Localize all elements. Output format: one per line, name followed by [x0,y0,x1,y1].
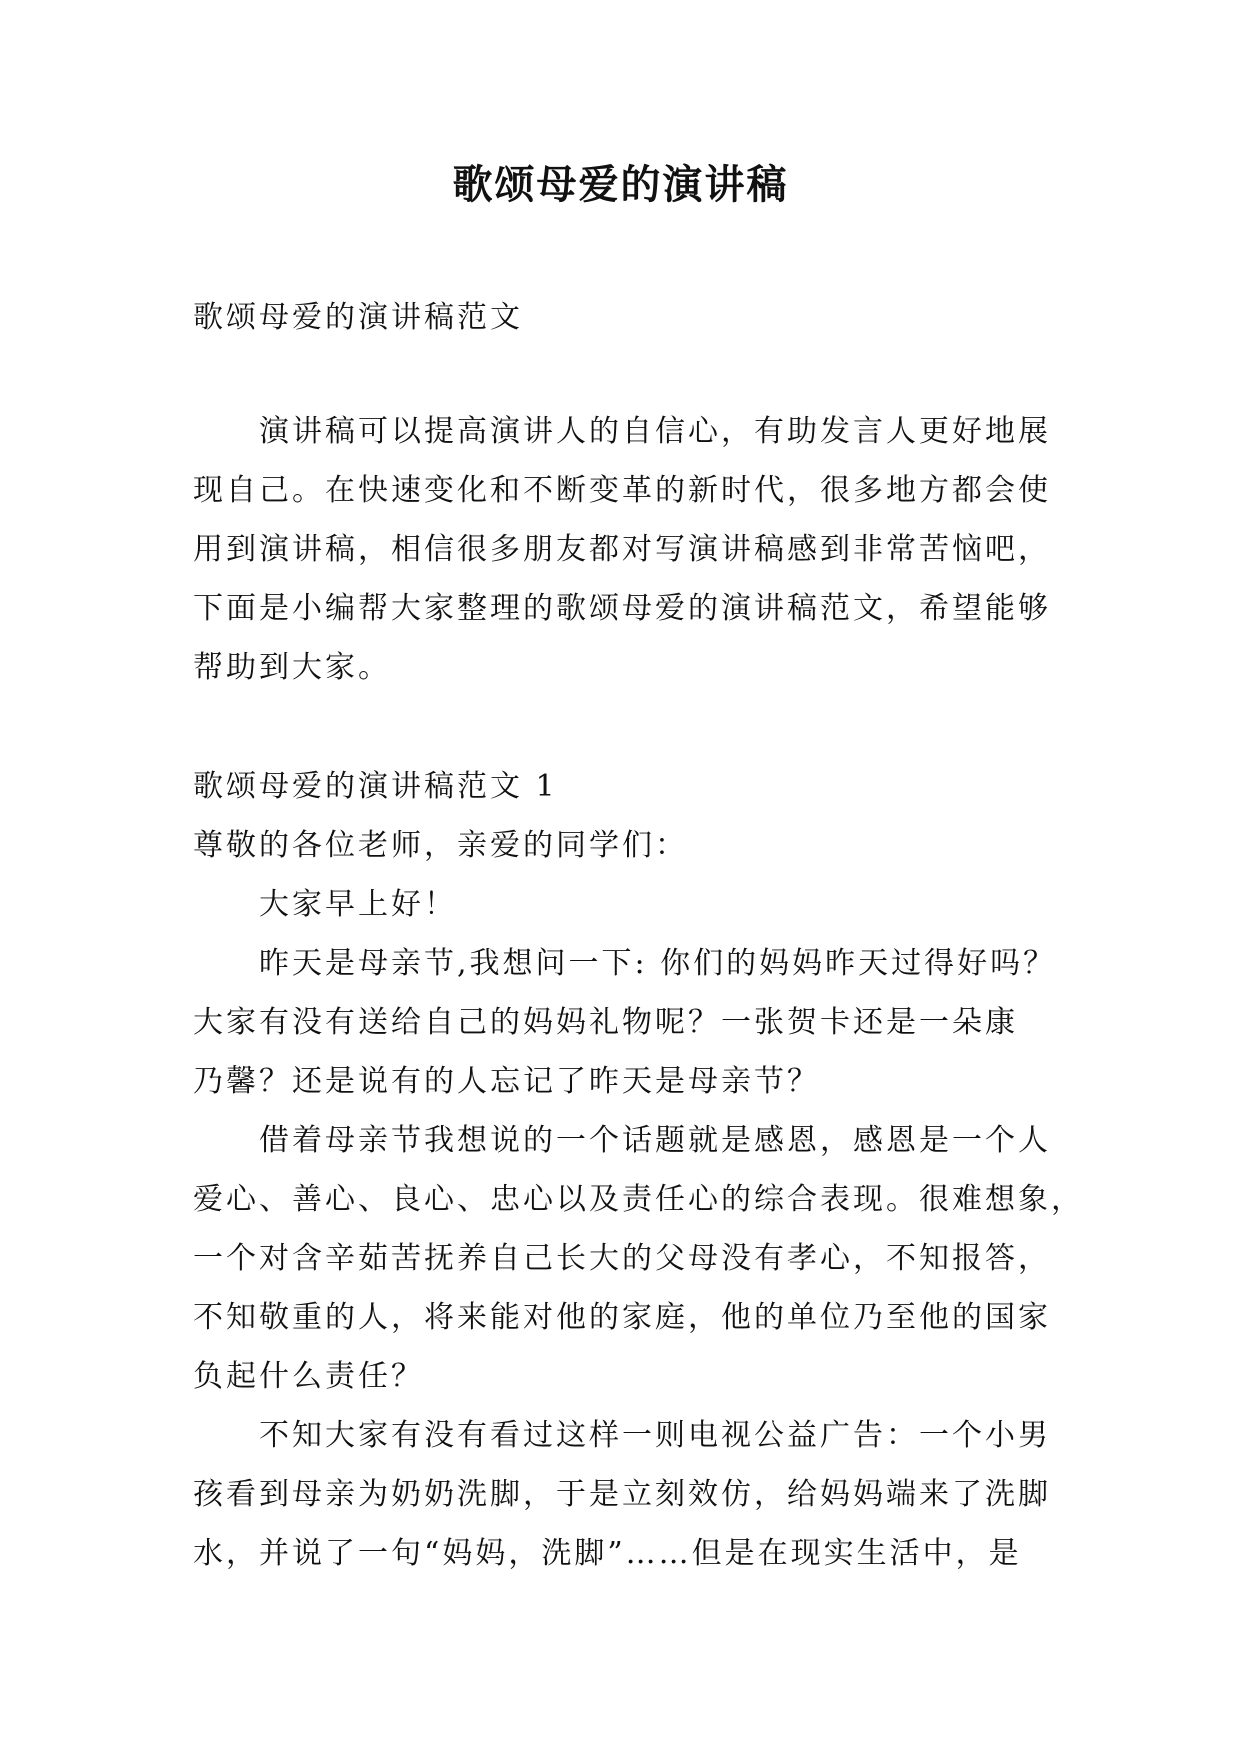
text-line: 不知大家有没有看过这样一则电视公益广告：一个小男 [259,1418,1051,1453]
text-line: 水，并说了一句“妈妈，洗脚”……但是在现实生活中，是 [193,1536,1022,1571]
intro-paragraph [193,402,1073,697]
text-line: 昨天是母亲节,我想问一下: 你们的妈妈昨天过得好吗？ [259,946,1057,981]
text-line: 下面是小编帮大家整理的歌颂母爱的演讲稿范文，希望能够 [193,591,1051,626]
text-line: 一个对含辛茹苦抚养自己长大的父母没有孝心，不知报答， [193,1241,1051,1276]
text-line: 用到演讲稿，相信很多朋友都对写演讲稿感到非常苦恼吧， [193,532,1051,567]
text-line: 现自己。在快速变化和不断变革的新时代，很多地方都会使 [193,473,1051,508]
article-paragraphs [193,875,1084,1583]
text-line: 大家早上好！ [259,887,457,922]
text-line: 演讲稿可以提高演讲人的自信心，有助发言人更好地展 [259,414,1051,449]
text-line: 乃馨？还是说有的人忘记了昨天是母亲节？ [193,1064,820,1099]
document-subtitle-block [193,288,1073,347]
text-line: 孩看到母亲为奶奶洗脚，于是立刻效仿，给妈妈端来了洗脚 [193,1477,1051,1512]
text-line: 负起什么责任？ [193,1359,424,1394]
article-paragraph [193,934,1073,1111]
document-title: 歌颂母爱的演讲稿 [452,161,789,208]
text-line: 爱心、善心、良心、忠心以及责任心的综合表现。很难想象， [193,1182,1084,1217]
intro-text [193,402,1073,697]
text-line: 借着母亲节我想说的一个话题就是感恩，感恩是一个人 [259,1123,1051,1158]
article-paragraph [193,1111,1084,1406]
article-heading: 歌颂母爱的演讲稿范文 1 [193,769,558,804]
text-line: 不知敬重的人，将来能对他的家庭，他的单位乃至他的国家 [193,1300,1051,1335]
text-line: 大家有没有送给自己的妈妈礼物呢？一张贺卡还是一朵康 [193,1005,1018,1040]
text-line: 帮助到大家。 [193,650,391,685]
document-subtitle: 歌颂母爱的演讲稿范文 [193,300,523,335]
article-paragraph [193,875,1073,934]
article-paragraph [193,1406,1073,1583]
article-body [193,757,1084,1583]
article-salutation: 尊敬的各位老师，亲爱的同学们： [193,828,688,863]
